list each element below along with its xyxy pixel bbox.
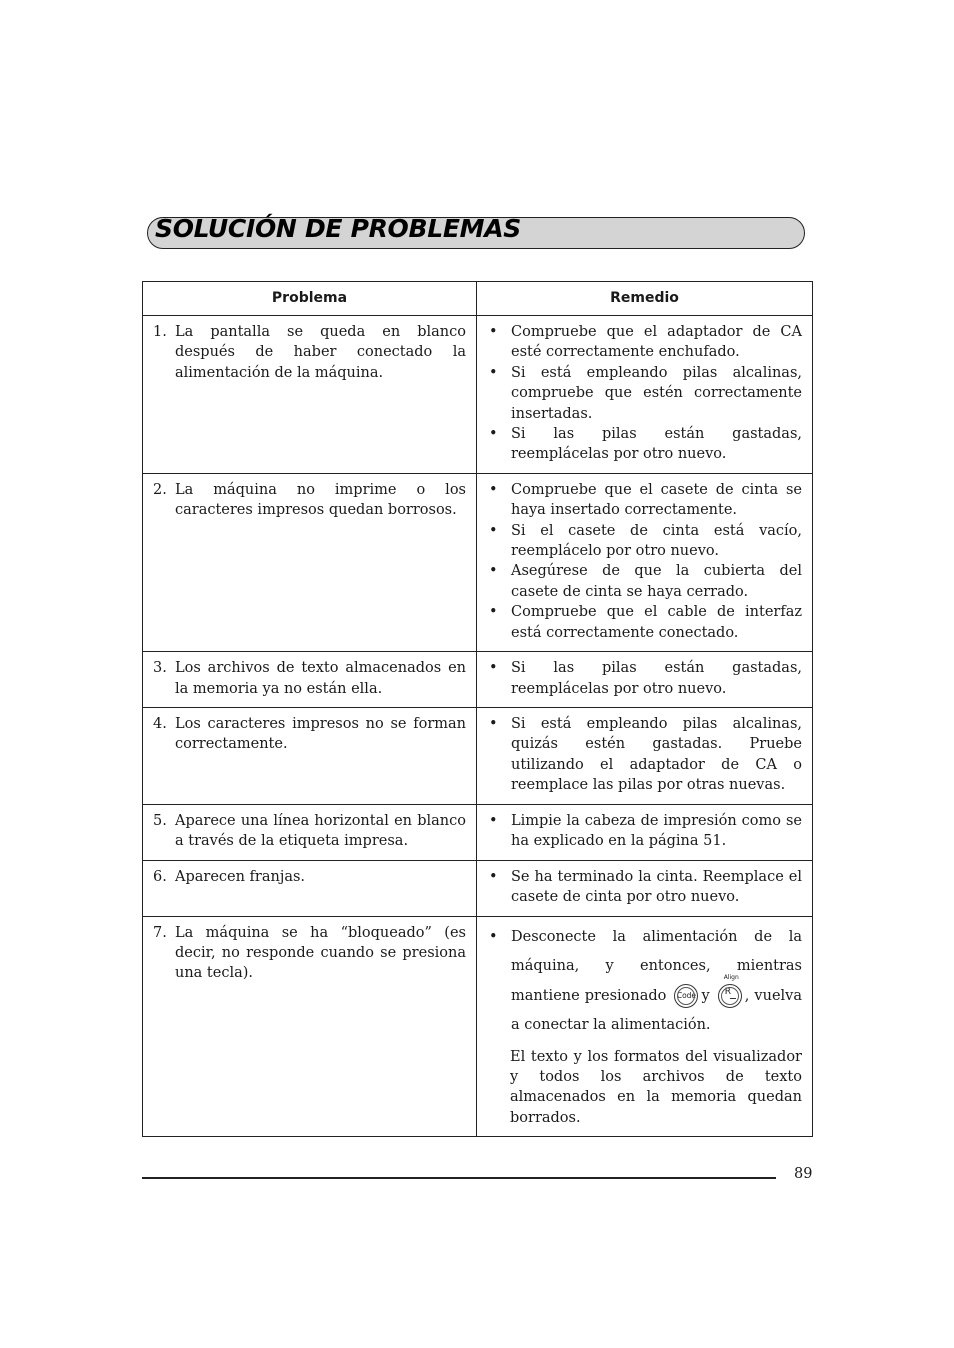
table-header-row bbox=[143, 282, 813, 316]
remedy-text-before: Desconecte la alimentación de la máquina, y entonces, mientras mantiene presionado bbox=[511, 928, 802, 1004]
problem-number: 7. bbox=[153, 924, 167, 941]
bullet-icon: • bbox=[489, 522, 498, 539]
remedy-cell bbox=[477, 804, 813, 860]
remedy-cell bbox=[477, 652, 813, 708]
problem-text: Aparecen franjas. bbox=[175, 868, 306, 885]
table-row bbox=[143, 860, 813, 916]
remedy-cell bbox=[477, 316, 813, 474]
footer-rule bbox=[142, 1177, 776, 1179]
bullet-icon: • bbox=[489, 604, 498, 621]
remedy-text: Compruebe que el cable de interfaz está correctamente conectado. bbox=[511, 604, 802, 641]
remedy-text: Compruebe que el casete de cinta se haya insertado correctamente. bbox=[511, 481, 802, 519]
remedy-cell bbox=[477, 916, 813, 1137]
problem-number: 3. bbox=[153, 660, 167, 677]
header-problem: Problema bbox=[143, 282, 477, 316]
table-row bbox=[143, 652, 813, 708]
code-key-icon bbox=[674, 984, 698, 1008]
page-number: 89 bbox=[794, 1166, 813, 1182]
table-row bbox=[143, 804, 813, 860]
page-title: SOLUCIÓN DE PROBLEMAS bbox=[155, 214, 522, 243]
problem-number: 4. bbox=[153, 715, 167, 732]
problem-cell bbox=[143, 652, 477, 708]
remedy-item bbox=[488, 602, 802, 643]
bullet-icon: • bbox=[489, 715, 498, 732]
problem-text: La pantalla se queda en blanco después de haber conectado la alimentación de la máquina. bbox=[175, 324, 466, 381]
bullet-icon: • bbox=[489, 324, 498, 340]
remedy-item bbox=[488, 521, 802, 562]
remedy-text: Compruebe que el adaptador de CA esté correctamente enchufado. bbox=[511, 324, 802, 361]
remedy-item bbox=[488, 923, 802, 1041]
remedy-item bbox=[488, 561, 802, 602]
remedy-item bbox=[488, 811, 802, 852]
table-row bbox=[143, 707, 813, 804]
remedy-note: El texto y los formatos del visualizador y todos los archivos de texto almacenados en la memoria quedan borrados. bbox=[510, 1048, 802, 1126]
bullet-icon: • bbox=[489, 481, 498, 498]
bullet-icon: • bbox=[489, 812, 498, 829]
remedy-cell bbox=[477, 707, 813, 804]
problem-number: 1. bbox=[153, 324, 167, 340]
problem-text: La máquina se ha “bloqueado” (es decir, no responde cuando se presiona una tecla). bbox=[175, 924, 466, 982]
bullet-icon: • bbox=[489, 660, 498, 677]
remedy-text: Si las pilas están gastadas, reemplácelas por otro nuevo. bbox=[511, 426, 802, 463]
bullet-icon: • bbox=[489, 868, 498, 885]
bullet-icon: • bbox=[489, 563, 498, 580]
problem-cell bbox=[143, 707, 477, 804]
problem-cell bbox=[143, 916, 477, 1137]
remedy-text: Se ha terminado la cinta. Reemplace el casete de cinta por otro nuevo. bbox=[511, 868, 802, 906]
remedy-text: Si el casete de cinta está vacío, reemplácelo por otro nuevo. bbox=[511, 522, 802, 560]
remedy-text: Si las pilas están gastadas, reemplácelas por otro nuevo. bbox=[511, 660, 802, 697]
align-key-label: Align bbox=[723, 973, 739, 981]
code-key-label: Code bbox=[676, 990, 697, 1000]
remedy-cell bbox=[477, 473, 813, 651]
remedy-text-after: , vuelva a conectar la alimentación. bbox=[511, 987, 803, 1034]
problem-number: 5. bbox=[153, 812, 167, 829]
remedy-text-between: y bbox=[701, 987, 710, 1004]
bullet-icon: • bbox=[489, 426, 498, 443]
problem-cell bbox=[143, 473, 477, 651]
remedy-text: Si está empleando pilas alcalinas, quizás estén gastadas. Pruebe utilizando el adaptador de CA o reemplace las pilas por otras nuevas. bbox=[511, 715, 802, 794]
align-key-icon bbox=[718, 973, 742, 1008]
remedy-item bbox=[488, 480, 802, 521]
remedy-item bbox=[488, 714, 802, 796]
remedy-text: Limpie la cabeza de impresión como se ha explicado en la página 51. bbox=[511, 812, 802, 850]
r-key-label: R bbox=[724, 986, 731, 997]
bullet-icon: • bbox=[489, 364, 498, 381]
problem-number: 6. bbox=[153, 868, 167, 885]
remedy-item bbox=[488, 867, 802, 908]
problem-text: Aparece una línea horizontal en blanco a través de la etiqueta impresa. bbox=[175, 812, 466, 850]
table-row bbox=[143, 316, 813, 474]
problem-text: Los archivos de texto almacenados en la memoria ya no están ella. bbox=[175, 660, 466, 697]
troubleshooting-table bbox=[142, 281, 813, 1137]
problem-cell bbox=[143, 804, 477, 860]
table-row bbox=[143, 916, 813, 1137]
underscore-mark bbox=[730, 998, 736, 999]
remedy-item bbox=[488, 424, 802, 465]
header-remedy: Remedio bbox=[477, 282, 813, 316]
problem-number: 2. bbox=[153, 481, 167, 498]
remedy-text: Asegúrese de que la cubierta del casete de cinta se haya cerrado. bbox=[511, 563, 802, 600]
remedy-item bbox=[488, 363, 802, 424]
remedy-item bbox=[488, 658, 802, 699]
problem-text: Los caracteres impresos no se forman correctamente. bbox=[175, 715, 466, 753]
problem-text: La máquina no imprime o los caracteres impresos quedan borrosos. bbox=[175, 481, 466, 519]
remedy-text: Si está empleando pilas alcalinas, compruebe que estén correctamente insertadas. bbox=[511, 364, 802, 422]
table-row bbox=[143, 473, 813, 651]
remedy-item bbox=[488, 322, 802, 363]
problem-cell bbox=[143, 860, 477, 916]
bullet-icon: • bbox=[489, 928, 498, 945]
problem-cell bbox=[143, 316, 477, 474]
remedy-cell bbox=[477, 860, 813, 916]
